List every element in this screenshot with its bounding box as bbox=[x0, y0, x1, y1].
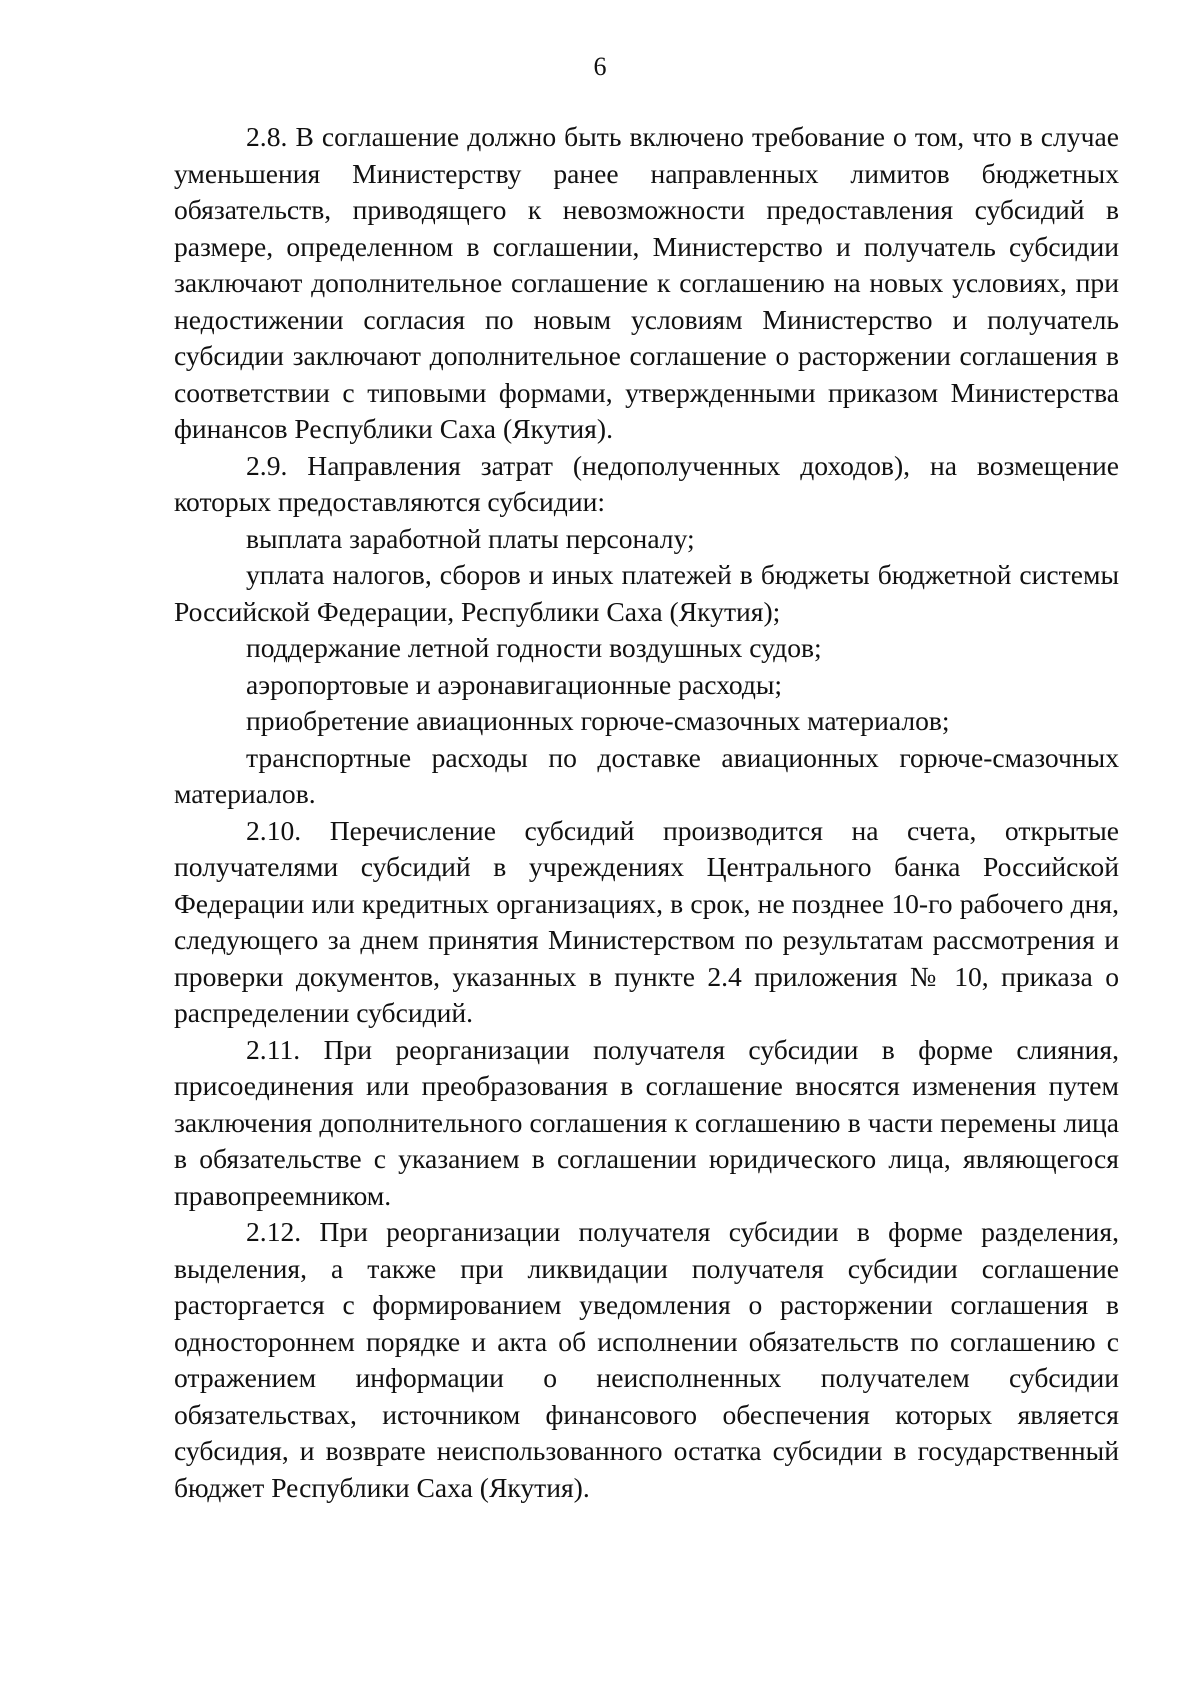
list-item-taxes: уплата налогов, сборов и иных платежей в бюджеты бюджетной системы Российской Федерации, Республики Саха (Якутия); bbox=[174, 559, 1119, 627]
list-item-airport-fees: аэропортовые и аэронавигационные расходы; bbox=[246, 668, 783, 700]
paragraph-2-11: 2.11. При реорганизации получателя субсидии в форме слияния, присоединения или преобразования в соглашение вносятся изменения путем заключения дополнительного соглашения к соглашению в части перемены лица в обязательстве с указанием в соглашении юридического лица, являющегося правопреемником. bbox=[174, 1033, 1119, 1211]
page-number: 6 bbox=[593, 52, 607, 81]
list-item-salary: выплата заработной платы персоналу; bbox=[246, 522, 695, 554]
list-item-fuel-transport: транспортные расходы по доставке авиационных горюче-смазочных материалов. bbox=[174, 741, 1119, 809]
paragraph-2-9: 2.9. Направления затрат (недополученных доходов), на возмещение которых предоставляются субсидии: bbox=[174, 449, 1119, 517]
list-item-airworthiness: поддержание летной годности воздушных судов; bbox=[246, 632, 822, 663]
document-body bbox=[174, 119, 1119, 1506]
paragraph-2-10: 2.10. Перечисление субсидий производится на счета, открытые получателями субсидий в учреждениях Центрального банка Российской Федерации или кредитных организациях, в срок, не позднее 10-го рабочего дня, следующего за днем принятия Министерством по результатам рассмотрения и проверки документов, указанных в пункте 2.4 приложения № 10, приказа о распределении субсидий. bbox=[174, 814, 1119, 1028]
paragraph-2-12: 2.12. При реорганизации получателя субсидии в форме разделения, выделения, а также при ликвидации получателя субсидии соглашение расторгается с формированием уведомления о расторжении соглашения в одностороннем порядке и акта об исполнении обязательств по соглашению с отражением информации о неисполненных получателем субсидии обязательствах, источником финансового обеспечения которых является субсидия, и возврате неиспользованного остатка субсидии в государственный бюджет Республики Саха (Якутия). bbox=[174, 1216, 1119, 1503]
list-item-fuel-purchase: приобретение авиационных горюче-смазочных материалов; bbox=[246, 705, 950, 736]
paragraph-2-8: 2.8. В соглашение должно быть включено требование о том, что в случае уменьшения Министерству ранее направленных лимитов бюджетных обязательств, приводящего к невозможности предоставления субсидий в размере, определенном в соглашении, Министерство и получатель субсидии заключают дополнительное соглашение к соглашению на новых условиях, при недостижении согласия по новым условиям Министерство и получатель субсидии заключают дополнительное соглашение о расторжении соглашения в соответствии с типовыми формами, утвержденными приказом Министерства финансов Республики Саха (Якутия). bbox=[174, 121, 1119, 444]
